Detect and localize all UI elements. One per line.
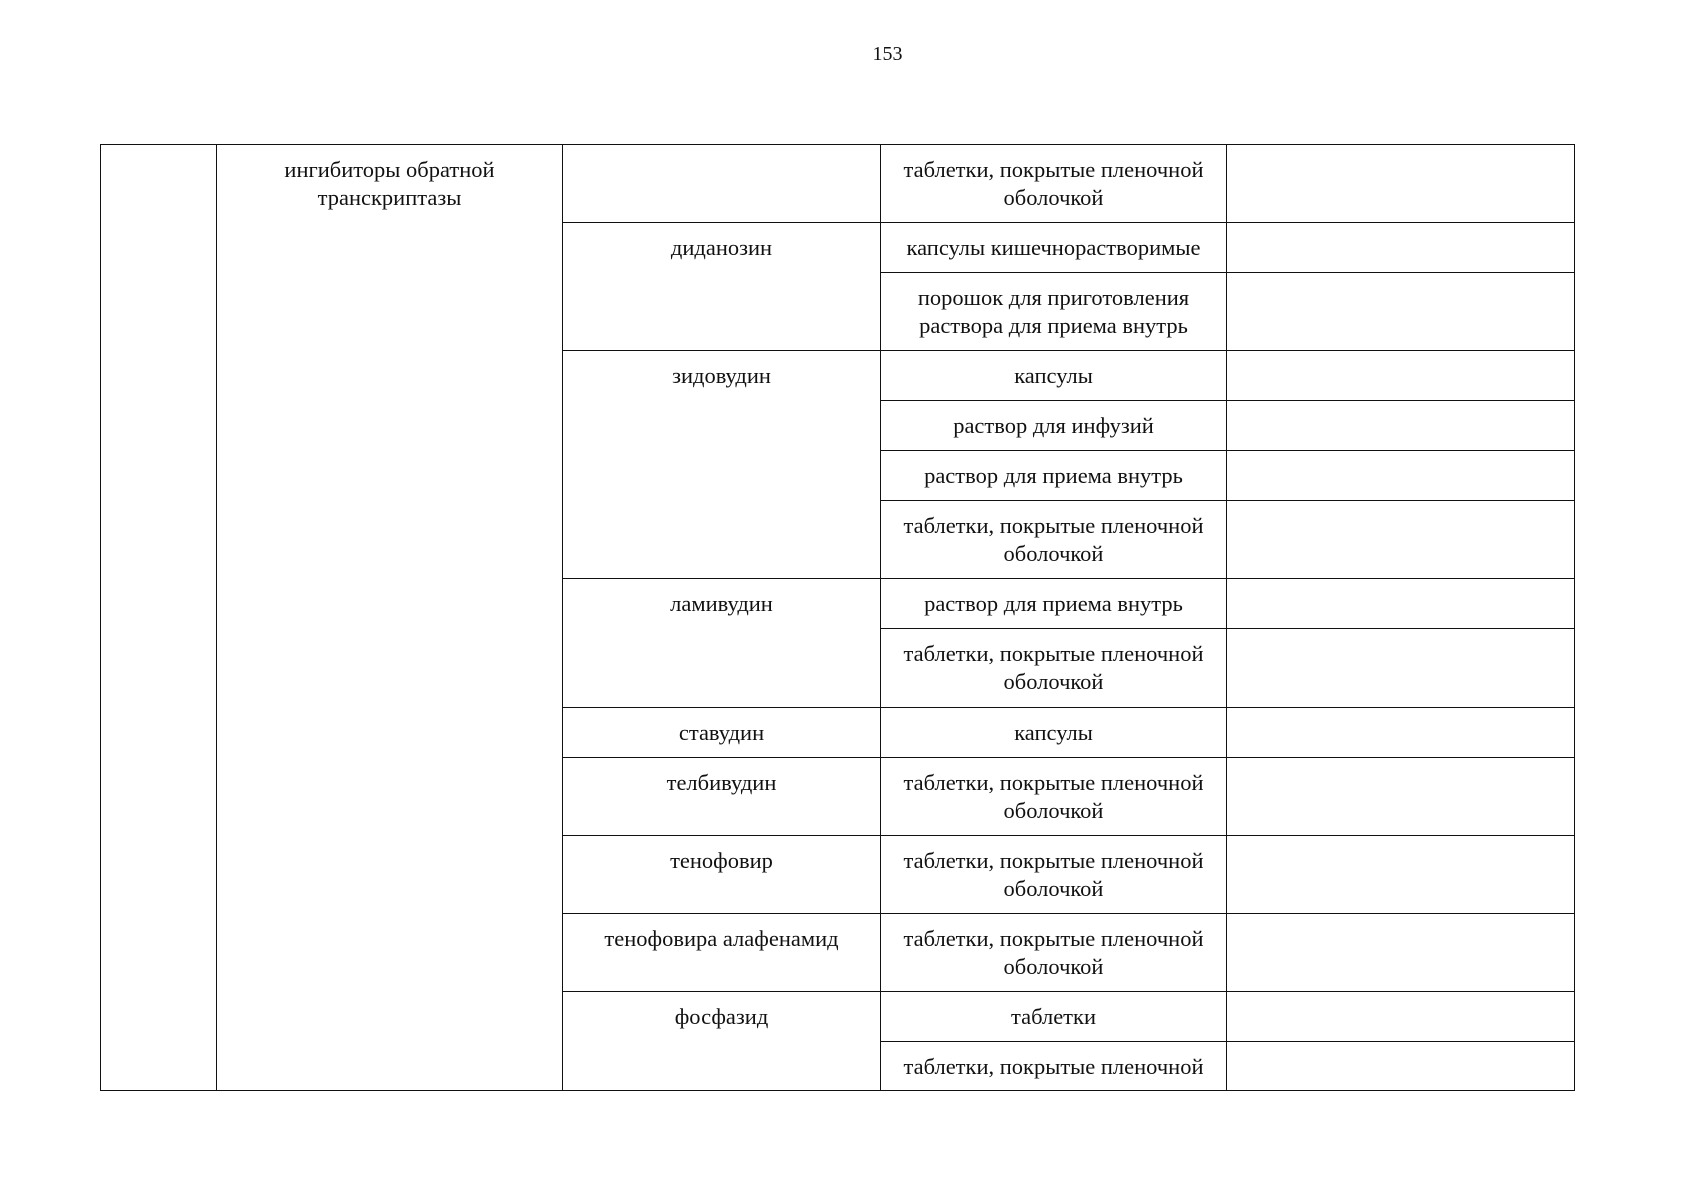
- dosage-form-cell: таблетки, покрытые пленочной оболочкой: [881, 629, 1227, 707]
- notes-cell: [1227, 913, 1575, 991]
- notes-cell: [1227, 145, 1575, 223]
- table-row: [101, 145, 1575, 223]
- dosage-form-cell: таблетки, покрытые пленочной оболочкой: [881, 835, 1227, 913]
- dosage-form-cell: раствор для приема внутрь: [881, 579, 1227, 629]
- notes-cell: [1227, 273, 1575, 351]
- code-cell: [101, 145, 217, 1091]
- dosage-form-cell: таблетки, покрытые пленочной оболочкой: [881, 145, 1227, 223]
- notes-cell: [1227, 707, 1575, 757]
- notes-cell: [1227, 629, 1575, 707]
- notes-cell: [1227, 223, 1575, 273]
- notes-cell: [1227, 1041, 1575, 1090]
- dosage-form-cell: порошок для приготовления раствора для приема внутрь: [881, 273, 1227, 351]
- group-cell: [217, 145, 563, 1091]
- drug-name-cell: ламивудин: [563, 579, 881, 707]
- dosage-form-cell: таблетки, покрытые пленочной оболочкой: [881, 501, 1227, 579]
- notes-cell: [1227, 501, 1575, 579]
- dosage-form-cell: капсулы кишечнорастворимые: [881, 223, 1227, 273]
- notes-cell: [1227, 401, 1575, 451]
- dosage-form-cell: капсулы: [881, 707, 1227, 757]
- page-number: 153: [872, 43, 903, 65]
- drug-name-cell: ставудин: [563, 707, 881, 757]
- notes-cell: [1227, 351, 1575, 401]
- drug-table: [100, 144, 1575, 1091]
- notes-cell: [1227, 991, 1575, 1041]
- notes-cell: [1227, 835, 1575, 913]
- drug-name-cell: фосфазид: [563, 991, 881, 1090]
- notes-cell: [1227, 579, 1575, 629]
- drug-name-cell: тенофовира алафенамид: [563, 913, 881, 991]
- group-label: ингибиторы обратной транскриптазы: [284, 157, 495, 210]
- dosage-form-cell: таблетки: [881, 991, 1227, 1041]
- drug-name-cell: телбивудин: [563, 757, 881, 835]
- dosage-form-cell: таблетки, покрытые пленочной оболочкой: [881, 913, 1227, 991]
- drug-name-cell: тенофовир: [563, 835, 881, 913]
- drug-name-cell: зидовудин: [563, 351, 881, 579]
- notes-cell: [1227, 451, 1575, 501]
- dosage-form-cell: таблетки, покрытые пленочной оболочкой: [881, 757, 1227, 835]
- drug-name-cell: диданозин: [563, 223, 881, 351]
- drug-name-cell: [563, 145, 881, 223]
- dosage-form-cell: таблетки, покрытые пленочной: [881, 1041, 1227, 1090]
- notes-cell: [1227, 757, 1575, 835]
- dosage-form-cell: капсулы: [881, 351, 1227, 401]
- dosage-form-cell: раствор для приема внутрь: [881, 451, 1227, 501]
- dosage-form-cell: раствор для инфузий: [881, 401, 1227, 451]
